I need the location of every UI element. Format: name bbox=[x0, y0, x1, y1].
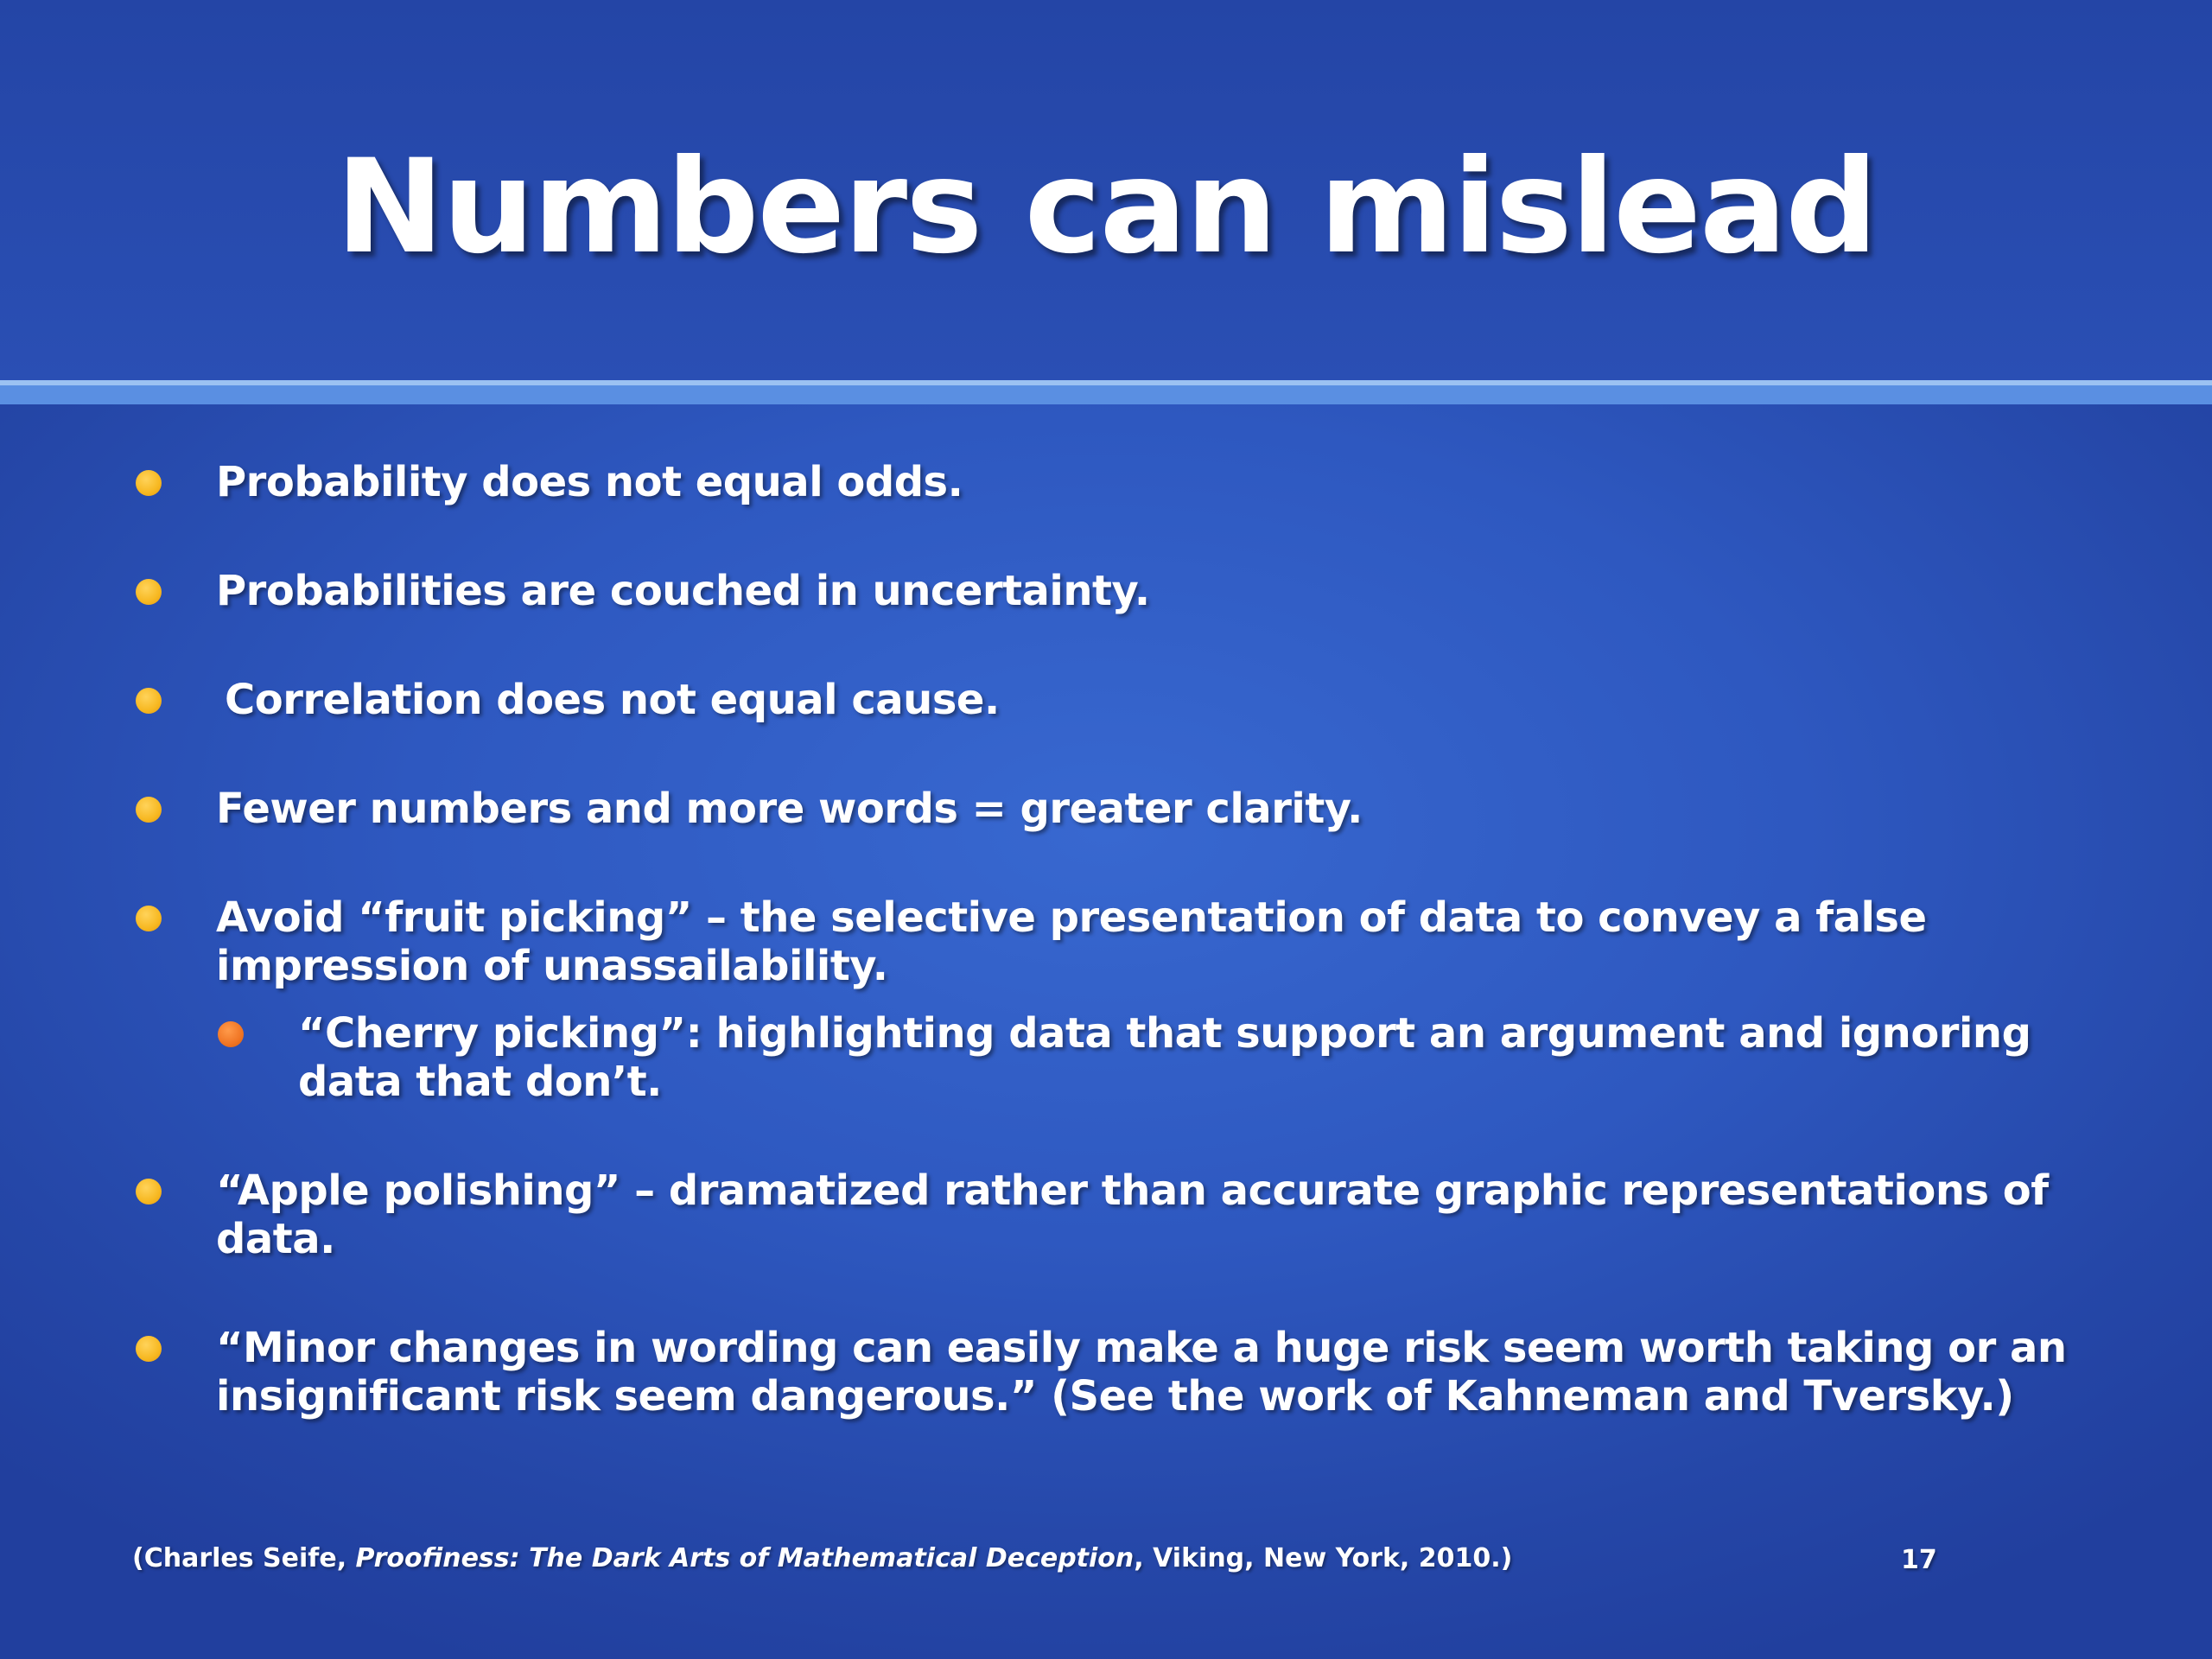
title-area bbox=[0, 0, 2212, 380]
circle-bullet-icon bbox=[136, 906, 162, 931]
bullet-item bbox=[130, 567, 2117, 615]
sub-bullet-text: “Cherry picking”: highlighting data that support an argument and ignoring data that don’t. bbox=[298, 1009, 2031, 1106]
circle-bullet-icon bbox=[136, 1336, 162, 1362]
bullet-text: Probability does not equal odds. bbox=[216, 458, 963, 506]
sub-bullet-item bbox=[130, 1009, 2117, 1106]
bullet-text: Avoid “fruit picking” – the selective presentation of data to convey a false impression of unassailability. bbox=[216, 893, 1927, 990]
bullet-text: Correlation does not equal cause. bbox=[225, 676, 1000, 724]
bullet-item bbox=[130, 458, 2117, 506]
page-number: 17 bbox=[1901, 1545, 1937, 1575]
title-divider bbox=[0, 385, 2212, 404]
bullet-item bbox=[130, 1324, 2117, 1421]
circle-bullet-icon bbox=[136, 1179, 162, 1205]
bullet-text: “Apple polishing” – dramatized rather than accurate graphic representations of data. bbox=[216, 1166, 2049, 1263]
citation bbox=[132, 1541, 1512, 1576]
citation-book-title: Proofiness: The Dark Arts of Mathematical Deception bbox=[355, 1543, 1135, 1573]
bullet-item bbox=[130, 676, 2117, 724]
bullet-item bbox=[130, 893, 2117, 990]
circle-bullet-icon bbox=[136, 688, 162, 714]
circle-bullet-icon bbox=[136, 470, 162, 496]
slide-title: Numbers can mislead bbox=[335, 132, 1877, 283]
bullet-text: Probabilities are couched in uncertainty. bbox=[216, 567, 1150, 615]
citation-prefix: (Charles Seife, bbox=[132, 1543, 356, 1573]
bullet-item bbox=[130, 785, 2117, 833]
bullet-list bbox=[130, 458, 2117, 1481]
bullet-text: Fewer numbers and more words = greater clarity. bbox=[216, 785, 1363, 833]
circle-bullet-icon bbox=[136, 579, 162, 605]
circle-sub-bullet-icon bbox=[218, 1021, 244, 1047]
bullet-text: “Minor changes in wording can easily make a huge risk seem worth taking or an insignificant risk seem dangerous.” (See the work of Kahneman and Tversky.) bbox=[216, 1324, 2067, 1421]
bullet-item bbox=[130, 1166, 2117, 1263]
circle-bullet-icon bbox=[136, 797, 162, 823]
citation-suffix: , Viking, New York, 2010.) bbox=[1134, 1543, 1513, 1573]
